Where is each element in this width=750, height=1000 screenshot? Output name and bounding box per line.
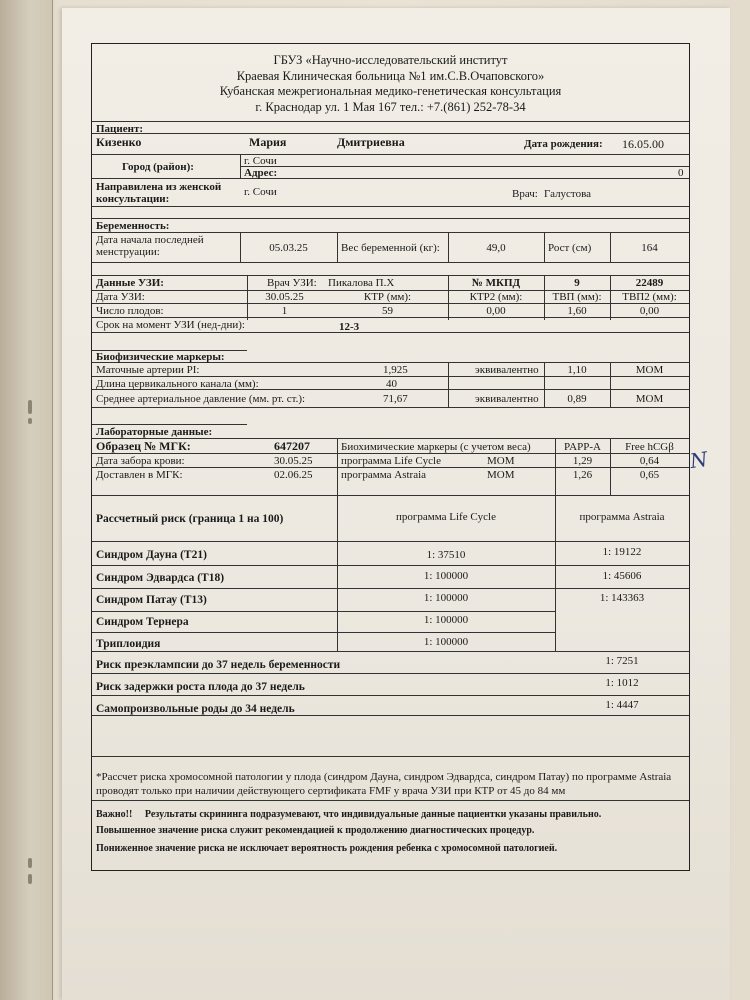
- binder-hole: [28, 874, 32, 884]
- bio-row-1-eq: эквивалентно: [475, 364, 539, 376]
- rule: [92, 800, 689, 801]
- bio-row-3-value: 71,67: [383, 393, 408, 405]
- blood-date-value: 30.05.25: [274, 455, 313, 467]
- risk-row-label: Синдром Тернера: [96, 616, 189, 628]
- lmp-value: 05.03.25: [269, 242, 308, 254]
- risk-row-label: Синдром Дауна (Т21): [96, 549, 207, 561]
- column-rule: [337, 232, 338, 262]
- us-date-label: Дата УЗИ:: [96, 291, 145, 303]
- important-note: [96, 808, 686, 822]
- risk-extra-value: 1: 7251: [605, 655, 639, 667]
- delivered-value: 02.06.25: [274, 469, 313, 481]
- ktr-label: КТР (мм):: [363, 291, 412, 303]
- risk-extra-label: Риск преэклампсии до 37 недель беременности: [96, 659, 341, 671]
- rule: [92, 651, 689, 652]
- rule: [92, 317, 689, 318]
- risk-extra-value: 1: 1012: [605, 677, 639, 689]
- us-date-value: 30.05.25: [265, 291, 304, 303]
- institution-header: [92, 44, 689, 120]
- rule: [240, 166, 689, 167]
- doctor-value: Галустова: [544, 188, 592, 200]
- rule: [92, 133, 689, 134]
- program-2-hcg: 0,65: [639, 469, 660, 481]
- ktr2-label: КТР2 (мм):: [469, 291, 523, 303]
- risk-row-lc: 1: 100000: [423, 570, 469, 582]
- risk-row-label: Синдром Эдвардса (Т18): [96, 572, 225, 584]
- rule: [92, 565, 689, 566]
- risk-extra-label: Самопроизвольные роды до 34 недель: [96, 703, 295, 715]
- bio-row-3-label: Среднее артериальное давление (мм. рт. ст.):: [96, 393, 306, 405]
- rule: [92, 673, 689, 674]
- weight-label: Вес беременной (кг):: [341, 242, 440, 254]
- program-2-label: программа Astraia: [341, 469, 427, 481]
- risk-row-label: Триплоидия: [96, 638, 161, 650]
- risk-title: Рассчетный риск (граница 1 на 100): [96, 513, 284, 525]
- risk-row-lc: 1: 37510: [426, 549, 466, 561]
- rule: [92, 611, 555, 612]
- rule: [92, 756, 689, 757]
- footnote: *Рассчет риска хромосомной патологии у плода (синдром Дауна, синдром Эдвардса, синдром Патау) по программе Astraia проводят только при наличии действующего сертификата FMF у врача УЗИ при КТР от 45 до 84 мм: [96, 771, 672, 797]
- fetus-count-label: Число плодов:: [96, 305, 164, 317]
- height-label: Рост (см): [548, 242, 592, 254]
- program-1-label: программа Life Cycle: [341, 455, 441, 467]
- mkpd-value-1: 9: [574, 277, 580, 289]
- note-line-3: Пониженное значение риска не исключает вероятность рождения ребенка с хромосомной патологией.: [96, 843, 558, 854]
- risk-row-lc: 1: 100000: [423, 614, 469, 626]
- ktr2-value: 0,00: [486, 305, 506, 317]
- rule: [92, 232, 689, 233]
- program-1-papp: 1,29: [572, 455, 593, 467]
- risk-row-astraia: 1: 45606: [602, 570, 642, 582]
- program-1-hcg: 0,64: [639, 455, 660, 467]
- binder-hole: [28, 400, 32, 414]
- risk-row-astraia: 1: 143363: [599, 592, 645, 604]
- rule: [92, 303, 689, 304]
- risk-extra-value: 1: 4447: [605, 699, 639, 711]
- city-label: Город (район):: [122, 161, 194, 173]
- rule: [92, 206, 689, 207]
- tvp2-value: 0,00: [639, 305, 660, 317]
- handwritten-mark: N: [688, 446, 710, 474]
- binder-back-sheet: [0, 0, 53, 1000]
- tvp-value: 1,60: [567, 305, 587, 317]
- binder-hole: [28, 418, 32, 424]
- hcg-label: Free hCGβ: [625, 441, 674, 453]
- header-line-4: г. Краснодар ул. 1 Мая 167 тел.: +7.(861) 252-78-34: [255, 99, 526, 114]
- rule: [92, 495, 689, 496]
- rule: [92, 332, 689, 333]
- bio-row-3-eq-value: 0,89: [567, 393, 587, 405]
- column-rule: [544, 232, 545, 262]
- rule: [92, 262, 689, 263]
- header-line-3: Кубанская межрегиональная медико-генетическая консультация: [219, 84, 562, 98]
- program-2-papp: 1,26: [572, 469, 593, 481]
- important-text: Результаты скрининга подразумевают, что индивидуальные данные пациентки указаны правильно.: [144, 809, 602, 820]
- header-line-1: ГБУЗ «Научно-исследовательский институт: [273, 53, 508, 67]
- patient-last-name: Кизенко: [96, 135, 142, 149]
- address-value: 0: [678, 167, 684, 179]
- delivered-label: Доставлен в МГК:: [96, 469, 183, 481]
- column-rule: [448, 362, 449, 407]
- city-value: г. Сочи: [244, 155, 277, 167]
- rule: [92, 121, 689, 122]
- risk-row-label: Синдром Патау (Т13): [96, 594, 207, 606]
- term-label: Срок на момент УЗИ (нед-дни):: [96, 319, 245, 331]
- patient-first-name: Мария: [249, 135, 287, 149]
- note-line-2: Повышенное значение риска служит рекомендацией к продолжению диагностических процедур.: [96, 825, 535, 836]
- rule: [92, 715, 689, 716]
- bio-row-1-value: 1,925: [383, 364, 408, 376]
- blood-date-label: Дата забора крови:: [96, 455, 185, 467]
- rule: [92, 467, 689, 468]
- referral-label: Направилена из женской консультации:: [96, 181, 222, 205]
- height-value: 164: [641, 242, 658, 254]
- risk-row-astraia: 1: 19122: [602, 546, 642, 558]
- rule: [92, 218, 689, 219]
- bio-row-1-label: Маточные артерии PI:: [96, 364, 200, 376]
- dob-label: Дата рождения:: [524, 138, 603, 150]
- program-2-unit: MOM: [487, 469, 515, 481]
- rule: [92, 275, 689, 276]
- rule: [92, 695, 689, 696]
- rule: [92, 632, 555, 633]
- ktr-value: 59: [382, 305, 393, 317]
- bio-row-2-value: 40: [386, 378, 397, 390]
- rule: [92, 376, 689, 377]
- mkpd-label: № МКПД: [471, 277, 521, 289]
- risk-row-lc: 1: 100000: [423, 592, 469, 604]
- weight-value: 49,0: [486, 242, 506, 254]
- risk-col-life-cycle: программа Life Cycle: [396, 511, 496, 523]
- header-line-2: Краевая Клиническая больница №1 им.С.В.Очаповского»: [236, 68, 545, 83]
- dob-value: 16.05.00: [622, 137, 664, 151]
- fetus-count-value: 1: [281, 305, 288, 317]
- referral-value: г. Сочи: [244, 186, 277, 198]
- risk-extra-label: Риск задержки роста плода до 37 недель: [96, 681, 305, 693]
- markers-label: Биохимические маркеры (с учетом веса): [341, 441, 531, 453]
- bio-row-1-unit: MOM: [635, 364, 664, 376]
- lmp-label: Дата начала последней менструации:: [96, 234, 204, 258]
- pregnancy-section-title: Беременность:: [96, 220, 170, 232]
- sample-value: 647207: [274, 439, 310, 453]
- column-rule: [240, 154, 241, 178]
- bio-row-1-eq-value: 1,10: [567, 364, 587, 376]
- binder-hole: [28, 858, 32, 868]
- ultrasound-section-title: Данные УЗИ:: [96, 277, 164, 289]
- mkpd-value-2: 22489: [635, 277, 664, 289]
- us-doctor-label: Врач УЗИ:: [267, 277, 317, 289]
- screening-form: [91, 43, 690, 871]
- doctor-label: Врач:: [512, 188, 538, 200]
- risk-row-lc: 1: 100000: [423, 636, 469, 648]
- papp-label: PAPP-A: [564, 441, 601, 453]
- lab-section-title: Лабораторные данные:: [96, 426, 213, 438]
- patient-section-title: Пациент:: [96, 123, 144, 135]
- rule: [92, 424, 247, 425]
- term-value: 12-3: [339, 321, 360, 333]
- important-label: Важно!!: [96, 809, 133, 820]
- biophysical-section-title: Биофизические маркеры:: [96, 351, 225, 363]
- bio-row-3-unit: MOM: [635, 393, 664, 405]
- rule: [92, 588, 689, 589]
- rule: [92, 541, 689, 542]
- bio-row-3-eq: эквивалентно: [475, 393, 539, 405]
- tvp-label: ТВП (мм):: [552, 291, 602, 303]
- us-doctor-value: Пикалова П.Х: [328, 277, 395, 289]
- document-sheet: [62, 8, 730, 1000]
- program-1-unit: MOM: [487, 455, 515, 467]
- bio-row-2-label: Длина цервикального канала (мм):: [96, 378, 259, 390]
- rule: [92, 453, 689, 454]
- sample-label: Образец № МГК:: [96, 439, 191, 453]
- rule: [92, 178, 689, 179]
- tvp2-label: ТВП2 (мм):: [622, 291, 677, 303]
- risk-col-astraia: программа Astraia: [579, 511, 665, 523]
- patient-patronymic: Дмитриевна: [337, 135, 405, 149]
- column-rule: [337, 438, 338, 495]
- rule: [92, 407, 689, 408]
- address-label: Адрес:: [244, 167, 278, 179]
- rule: [92, 154, 689, 155]
